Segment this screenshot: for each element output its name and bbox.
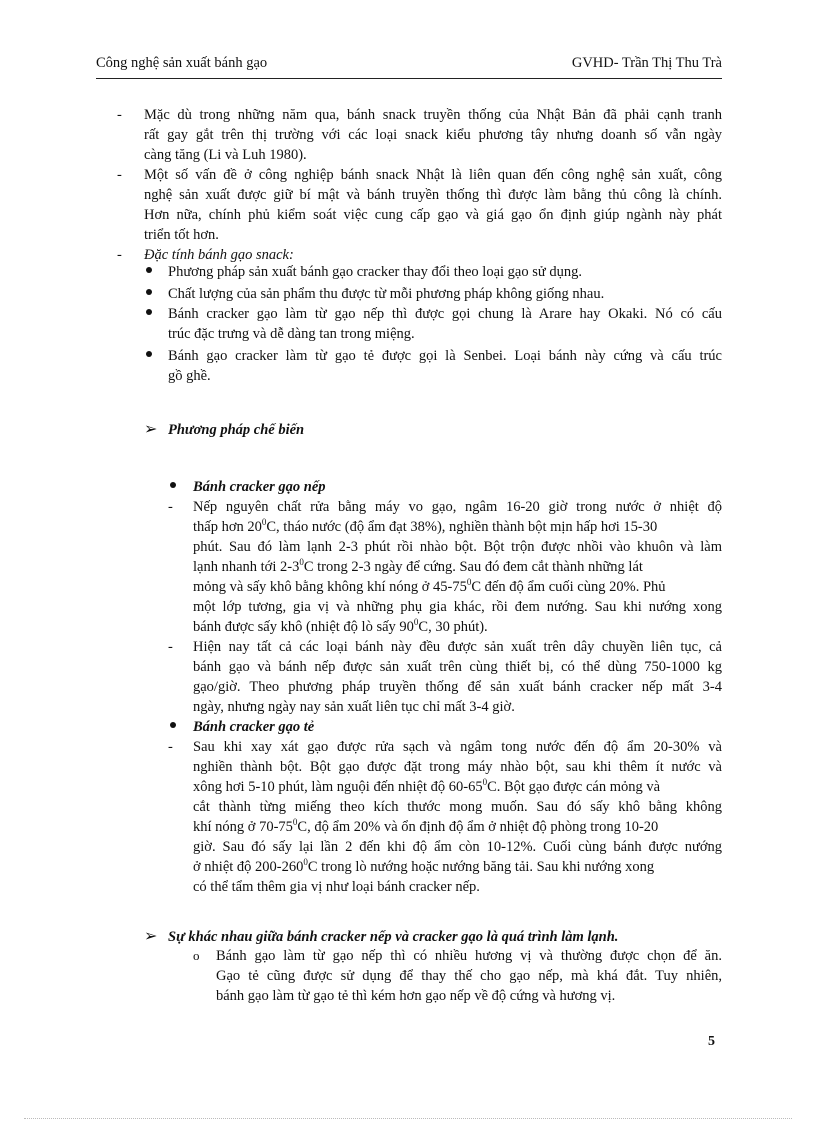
text-line: nghệ sản xuất được giữ bí mật và bánh truyền thống thì được làm bằng thủ công là chính. bbox=[144, 187, 722, 203]
page-header bbox=[96, 50, 722, 79]
text-line: một lớp tương, gia vị và những phụ gia khác, rồi đem nướng. Sau khi nướng xong bbox=[193, 599, 722, 615]
text-line: giờ. Sau đó sấy lại lần 2 đến khi độ ẩm còn 10-12%. Cuối cùng bánh được nướng bbox=[193, 839, 722, 855]
text-line: triển tốt hơn. bbox=[144, 227, 219, 243]
text-line: có thể tẩm thêm gia vị như loại bánh cracker nếp. bbox=[193, 879, 480, 895]
text-line: phút. Sau đó làm lạnh 2-3 phút rồi nhào bột. Bột trộn được nhồi vào khuôn và làm bbox=[193, 539, 722, 555]
bullet-dot bbox=[146, 309, 152, 315]
header-title: Công nghệ sản xuất bánh gạo bbox=[96, 55, 268, 71]
text-line: Bánh gạo làm từ gạo nếp thì có nhiều hương vị và thường được chọn để ăn. bbox=[216, 948, 722, 964]
bullet-dot bbox=[170, 482, 176, 488]
subheading: Đặc tính bánh gạo snack: bbox=[144, 247, 294, 263]
bullet-text: gồ ghề. bbox=[168, 368, 211, 384]
bullet-dot bbox=[146, 267, 152, 273]
dash-marker: - bbox=[117, 247, 122, 263]
dash-marker: - bbox=[168, 639, 173, 655]
text-line: ngày, nhưng ngày nay sản xuất liên tục chỉ mất 3-4 giờ. bbox=[193, 699, 515, 715]
text-line: Hiện nay tất cả các loại bánh này đều được sản xuất trên dây chuyền liên tục, cả bbox=[193, 639, 722, 655]
text-line: càng tăng (Li và Luh 1980). bbox=[144, 147, 307, 163]
dash-marker: - bbox=[117, 167, 122, 183]
text-line: Một số vấn đề ở công nghiệp bánh snack Nhật là liên quan đến công nghệ sản xuất, công bbox=[144, 167, 722, 183]
text-line: Sau khi xay xát gạo được rửa sạch và ngâm tong nước đến độ ẩm 20-30% và bbox=[193, 739, 722, 755]
text-line: ở nhiệt độ $200-260^0C$ trong lò nướng hoặc nướng băng tải. Sau khi nướng xong bbox=[193, 857, 655, 875]
text-line: bánh gạo và bánh nếp được sản xuất trên cùng thiết bị, có thể dùng 750-1000 kg bbox=[193, 659, 722, 675]
section-heading: Phương pháp chế biến bbox=[168, 422, 305, 438]
bullet-dot bbox=[146, 289, 152, 295]
header-instructor: GVHD- Trần Thị Thu Trà bbox=[571, 55, 722, 71]
text-line: lạnh nhanh tới $2-3^0C$ trong 2-3 ngày để cứng. Sau đó đem cắt thành những lát bbox=[193, 557, 643, 575]
text-line: Nếp nguyên chất rửa bằng máy vo gạo, ngâm 16-20 giờ trong nước ở nhiệt độ bbox=[193, 499, 722, 515]
subsection-heading: Bánh cracker gạo tẻ bbox=[193, 719, 315, 735]
bullet-text: Phương pháp sản xuất bánh gạo cracker thay đổi theo loại gạo sử dụng. bbox=[168, 264, 582, 280]
section-heading: Sự khác nhau giữa bánh cracker nếp và cracker gạo là quá trình làm lạnh. bbox=[168, 929, 619, 945]
text-line: nghiền thành bột. Bột gạo được đặt trong máy nhào bột, sau khi thêm ít nước và bbox=[193, 759, 722, 775]
text-line: bánh gạo làm từ gạo tẻ thì kém hơn gạo nếp về độ cứng và hương vị. bbox=[216, 988, 616, 1004]
text-line: Mặc dù trong những năm qua, bánh snack truyền thống của Nhật Bản đã phải cạnh tranh bbox=[144, 107, 722, 123]
text-line: xông hơi 5-10 phút, làm nguội đến nhiệt độ $60-65^0C$. Bột gạo được cán mỏng và bbox=[193, 777, 661, 795]
text-line: cắt thành từng miếng theo kích thước mong muốn. Sau đó sấy khô bằng không bbox=[193, 799, 722, 815]
page-bottom-divider bbox=[24, 1118, 792, 1119]
text-line: khí nóng ở $70-75^0C$, độ ẩm 20% và ổn định độ ẩm ở nhiệt độ phòng trong 10-20 bbox=[193, 817, 659, 835]
bullet-text: Chất lượng của sản phẩm thu được từ mỗi phương pháp không giống nhau. bbox=[168, 286, 605, 302]
bullet-text: trúc đặc trưng và dễ dàng tan trong miệng. bbox=[168, 326, 415, 342]
bullet-text: Bánh cracker gạo làm từ gạo nếp thì được gọi chung là Arare hay Okaki. Nó có cấu bbox=[168, 306, 722, 322]
text-line: thấp hơn $20^0C$, tháo nước (độ ẩm đạt 38%), nghiền thành bột mịn hấp hơi 15-30 bbox=[193, 517, 658, 535]
text-line: gạo/giờ. Theo phương pháp truyền thống để sản xuất bánh cracker nếp mất 3-4 bbox=[193, 679, 722, 695]
arrow-bullet-icon: ➢ bbox=[144, 928, 158, 945]
subsection-heading: Bánh cracker gạo nếp bbox=[193, 479, 326, 495]
text-line: mỏng và sấy khô bằng không khí nóng ở $45-75^0C$ đến độ ẩm cuối cùng 20%. Phủ bbox=[193, 577, 666, 595]
bullet-dot bbox=[170, 722, 176, 728]
arrow-bullet-icon: ➢ bbox=[144, 421, 158, 438]
dash-marker: - bbox=[168, 499, 173, 515]
text-line: Gạo tẻ cũng được sử dụng để thay thế cho gạo nếp, mà khá đắt. Tuy nhiên, bbox=[216, 968, 722, 984]
dash-marker: - bbox=[168, 739, 173, 755]
text-line: Hơn nữa, chính phủ kiểm soát việc cung cấp gạo và giá gạo ổn định giúp ngành này phát bbox=[144, 207, 722, 223]
text-line: rất gay gắt trên thị trường với các loại snack kiểu phương tây nhưng doanh số vẫn ngày bbox=[144, 127, 722, 143]
bullet-text: Bánh gạo cracker làm từ gạo tẻ được gọi là Senbei. Loại bánh này cứng và cấu trúc bbox=[168, 348, 722, 364]
bullet-dot bbox=[146, 351, 152, 357]
text-line: bánh được sấy khô (nhiệt độ lò sấy $90^0C$, 30 phút). bbox=[193, 617, 488, 635]
circle-bullet-icon: o bbox=[193, 948, 200, 963]
page-number: 5 bbox=[708, 1034, 715, 1049]
dash-marker: - bbox=[117, 107, 122, 123]
